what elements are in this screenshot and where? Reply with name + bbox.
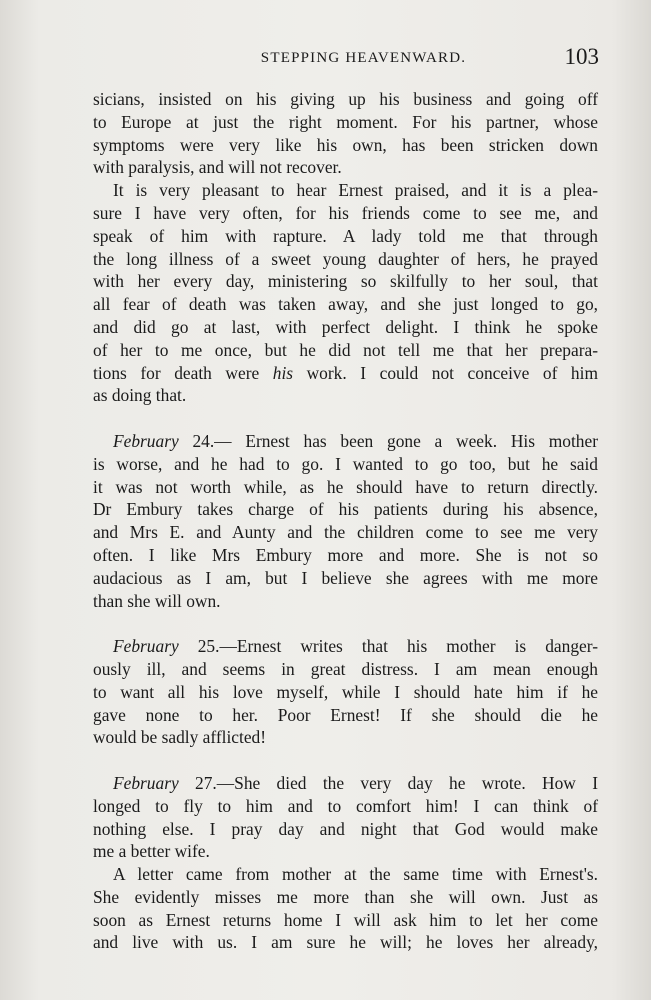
text-line: longed to fly to him and to comfort him! I can think of <box>93 795 598 816</box>
paragraph <box>93 863 598 954</box>
text-line: is worse, and he had to go. I wanted to go too, but he said <box>93 453 598 474</box>
text-segment: 27.—She died the very day he wrote. How I <box>178 772 598 793</box>
text-line: as doing that. <box>93 385 187 406</box>
text-segment: 25.—Ernest writes that his mother is danger- <box>178 636 598 657</box>
text-line: audacious as I am, but I believe she agrees with me more <box>93 567 598 588</box>
paragraph-gap <box>93 749 598 772</box>
diary-entry <box>93 430 598 612</box>
emphasized-word: his <box>272 362 294 383</box>
text-line: of her to me once, but he did not tell me that her prepara- <box>93 339 598 360</box>
text-line: A letter came from mother at the same time with Ernest's. <box>113 864 598 885</box>
page-number: 103 <box>564 44 599 69</box>
entry-date: February <box>113 636 179 657</box>
running-head <box>92 44 599 74</box>
entry-date: February <box>113 430 179 451</box>
text-line: Dr Embury takes charge of his patients during his absence, <box>93 499 598 520</box>
text-line: sure I have very often, for his friends come to see me, and <box>93 202 598 223</box>
text-line: to want all his love myself, while I should hate him if he <box>93 681 598 702</box>
text-line: It is very pleasant to hear Ernest praised, and it is a plea- <box>113 180 598 201</box>
text-line <box>93 430 598 453</box>
text-line: symptoms were very like his own, has been stricken down <box>93 134 598 155</box>
paragraph-gap <box>93 407 598 430</box>
text-line: than she will own. <box>93 590 221 611</box>
text-block <box>93 88 598 954</box>
text-line: gave none to her. Poor Ernest! If she should die he <box>93 704 598 725</box>
text-line: speak of him with rapture. A lady told me that through <box>93 225 598 246</box>
text-line: it was not worth while, as he should have to return directly. <box>93 476 598 497</box>
text-line: and did go at last, with perfect delight. I think he spoke <box>93 316 598 337</box>
text-line: me a better wife. <box>93 841 210 862</box>
entry-date: February <box>113 772 179 793</box>
running-title: STEPPING HEAVENWARD. <box>260 50 467 66</box>
paragraph <box>93 179 598 407</box>
text-line: ously ill, and seems in great distress. I am mean enough <box>93 658 598 679</box>
text-line: all fear of death was taken away, and she just longed to go, <box>93 294 598 315</box>
text-line: the long illness of a sweet young daughter of hers, he prayed <box>93 248 598 269</box>
text-line: sicians, insisted on his giving up his business and going off <box>93 89 598 109</box>
paragraph-gap <box>93 612 598 635</box>
text-line <box>93 362 598 385</box>
text-line <box>93 772 598 795</box>
text-segment: tions for death were <box>93 362 273 383</box>
text-line: and Mrs E. and Aunty and the children come to see me very <box>93 522 598 543</box>
text-line: would be sadly afflicted! <box>93 727 267 748</box>
text-line: with paralysis, and will not recover. <box>93 157 342 178</box>
text-line: to Europe at just the right moment. For his partner, whose <box>93 111 598 132</box>
text-segment: work. I could not conceive of him <box>293 362 598 383</box>
text-line: nothing else. I pray day and night that God would make <box>93 818 598 839</box>
text-segment: 24.— Ernest has been gone a week. His mother <box>178 430 598 451</box>
text-line: She evidently misses me more than she will own. Just as <box>93 886 598 907</box>
text-line: with her every day, ministering so skilfully to her soul, that <box>93 271 598 292</box>
paragraph <box>93 88 598 179</box>
text-line: soon as Ernest returns home I will ask him to let her come <box>93 909 598 930</box>
text-line: and live with us. I am sure he will; he loves her already, <box>93 932 598 953</box>
diary-entry <box>93 635 598 749</box>
text-line: often. I like Mrs Embury more and more. She is not so <box>93 544 598 565</box>
diary-entry <box>93 772 598 863</box>
text-line <box>93 635 598 658</box>
